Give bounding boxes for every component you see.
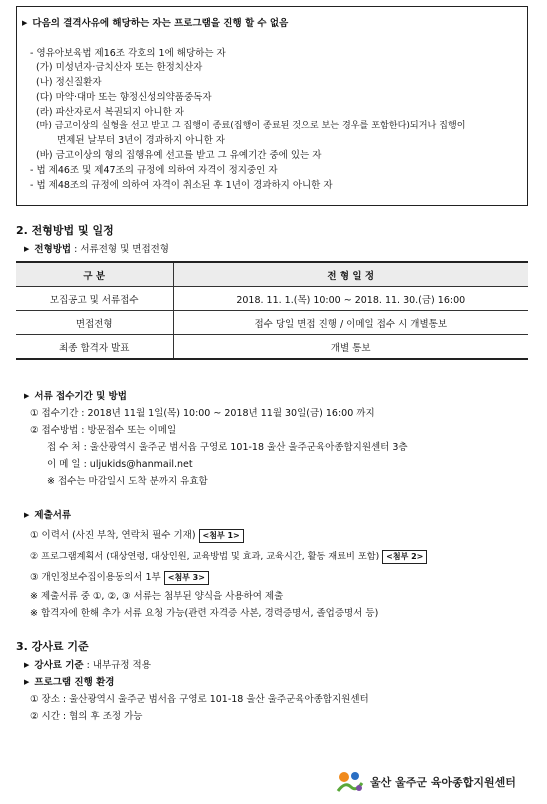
method-label: 전형방법	[34, 244, 72, 255]
triangle-bullet-icon: ▶	[24, 392, 30, 400]
disqualify-header	[22, 15, 288, 29]
docs-item	[30, 527, 244, 543]
org-logo-icon	[335, 769, 365, 795]
env-time: ② 시간 : 협의 후 조정 가능	[30, 711, 143, 722]
env-title	[24, 674, 114, 688]
table-header-row	[16, 262, 528, 287]
disqualify-line: (가) 미성년자·금치산자 또는 한정치산자	[36, 62, 203, 73]
docs-note: ※ 합격자에 한해 추가 서류 요청 가능(관련 자격증 사본, 경력증명서, 졸업증명서 등)	[30, 608, 379, 619]
table-row	[16, 335, 528, 360]
apply-title	[24, 388, 127, 402]
docs-note: ※ 제출서류 중 ①, ②, ③ 서류는 첨부된 양식을 사용하여 제출	[30, 591, 284, 602]
table-header: 전 형 일 정	[173, 262, 528, 287]
table-row	[16, 311, 528, 335]
apply-period: ① 접수기간 : 2018년 11월 1일(목) 10:00 ~ 2018년 11월 30일(금) 16:00 까지	[30, 408, 375, 419]
triangle-bullet-icon: ▶	[24, 661, 30, 669]
table-cell: 면접전형	[16, 311, 173, 335]
apply-title-text: 서류 접수기간 및 방법	[34, 391, 127, 402]
disqualify-line: (바) 금고이상의 형의 집행유예 선고를 받고 그 유예기간 중에 있는 자	[36, 150, 322, 161]
table-header: 구 분	[16, 262, 173, 287]
fee-label: 강사료 기준	[34, 660, 84, 671]
docs-title	[24, 507, 71, 521]
section2-title: 2. 전형방법 및 일정	[16, 224, 114, 237]
docs-item	[30, 548, 427, 564]
disqualify-line: (마) 금고이상의 실형을 선고 받고 그 집행이 종료(집행이 종료된 것으로 보는 경우를 포함한다)되거나 집행이	[36, 121, 466, 131]
attachment-tag: <첨부 2>	[382, 550, 427, 564]
method-line	[24, 241, 169, 255]
disqualify-line: - 법 제48조의 규정에 의하여 자격이 취소된 후 1년이 경과하지 아니한 자	[30, 180, 333, 191]
triangle-bullet-icon: ▶	[24, 245, 30, 253]
disqualify-line: - 법 제46조 및 제47조의 규정에 의하여 자격이 정지중인 자	[30, 165, 278, 176]
docs-title-text: 제출서류	[34, 510, 72, 521]
triangle-bullet-icon: ▶	[24, 678, 30, 686]
org-name: 울산 울주군 육아종합지원센터	[370, 776, 516, 789]
disqualify-header-text: 다음의 결격사유에 해당하는 자는 프로그램을 진행 할 수 없음	[32, 18, 289, 29]
apply-email: 이 메 일 : uljukids@hanmail.net	[47, 459, 193, 470]
table-cell: 개별 통보	[173, 335, 528, 360]
disqualify-line: (다) 마약·대마 또는 향정신성의약품중독자	[36, 92, 212, 103]
apply-method: ② 접수방법 : 방문접수 또는 이메일	[30, 425, 177, 436]
disqualify-line: (나) 정신질환자	[36, 77, 102, 88]
apply-place: 접 수 처 : 울산광역시 울주군 범서읍 구영로 101-18 울산 울주군육아종합지원센터 3층	[47, 442, 408, 453]
table-cell: 모집공고 및 서류접수	[16, 287, 173, 311]
triangle-bullet-icon: ▶	[22, 19, 28, 27]
docs-item-text: ② 프로그램계획서 (대상연령, 대상인원, 교육방법 및 효과, 교육시간, 활동 재료비 포함)	[30, 551, 380, 562]
docs-item-text: ③ 개인정보수집이용동의서 1부	[30, 572, 161, 583]
method-value: : 서류전형 및 면접전형	[71, 244, 169, 255]
section3-title: 3. 강사료 기준	[16, 640, 89, 653]
disqualify-line: 면제된 날부터 3년이 경과하지 아니한 자	[57, 135, 225, 146]
attachment-tag: <첨부 1>	[199, 529, 244, 543]
attachment-tag: <첨부 3>	[164, 571, 209, 585]
disqualify-line: (라) 파산자로서 복권되지 아니한 자	[36, 107, 184, 118]
schedule-table	[16, 261, 528, 360]
table-cell: 최종 합격자 발표	[16, 335, 173, 360]
footer-logo	[335, 769, 516, 795]
disqualify-line: - 영유아보육법 제16조 각호의 1에 해당하는 자	[30, 48, 226, 59]
fee-value: : 내부규정 적용	[83, 660, 151, 671]
table-row	[16, 287, 528, 311]
triangle-bullet-icon: ▶	[24, 511, 30, 519]
table-cell: 접수 당일 면접 진행 / 이메일 접수 시 개별통보	[173, 311, 528, 335]
docs-item	[30, 569, 209, 585]
fee-line	[24, 657, 151, 671]
docs-item-text: ① 이력서 (사진 부착, 연락처 필수 기재)	[30, 530, 196, 541]
table-cell: 2018. 11. 1.(목) 10:00 ~ 2018. 11. 30.(금) 16:00	[173, 287, 528, 311]
apply-note: ※ 접수는 마감일시 도착 분까지 유효함	[47, 476, 208, 487]
env-title-text: 프로그램 진행 환경	[34, 677, 115, 688]
env-place: ① 장소 : 울산광역시 울주군 범서읍 구영로 101-18 울산 울주군육아종합지원센터	[30, 694, 369, 705]
